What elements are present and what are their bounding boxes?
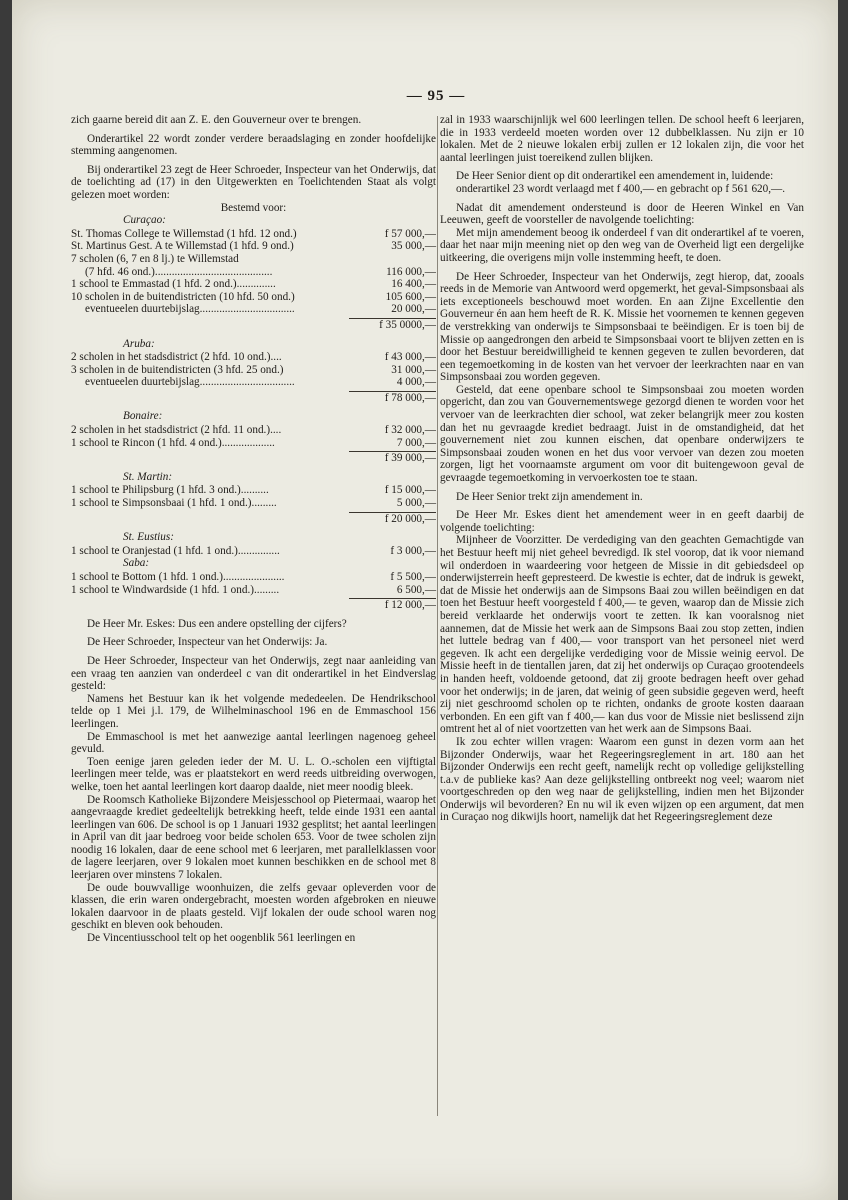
row-label: St. Martinus Gest. A te Willemstad (1 hfd. 9 ond.) (71, 240, 294, 253)
row-value: 16 400,— (391, 278, 436, 291)
table-caption: Bestemd voor: (220, 201, 287, 214)
paragraph: De Heer Mr. Eskes dient het amendement weer in en geeft daarbij de volgende toelichting: (440, 509, 804, 534)
table-row (71, 584, 436, 597)
section-heading: St. Eustius: (123, 531, 174, 544)
row-value: 7 000,— (396, 436, 436, 449)
row-value: 105 600,— (385, 290, 436, 303)
paragraph: De Roomsch Katholieke Bijzondere Meisjesschool op Pietermaai, waarop het aangevraagde krediet gedeeltelijk betrekking heeft, telde einde 1931 een aantal leerlingen van 606. De school is op 1 Januari 1932 gesplitst; het aantal leerlingen in April van dit jaar bedroeg voor beide scholen 653. Voor de twee scholen zijn noodig 16 lokalen, daar de eene school met 6 leerjaren, met parallelklassen voor de lagere leerjaren, over 9 lokalen moet kunnen beschikken en de school met 8 leerjaren over minstens 7 lokalen. (71, 793, 436, 882)
paragraph: Toen eenige jaren geleden ieder der M. U. L. O.-scholen een vijftigtal leerlingen meer telde, was er plaatstekort en werd reeds uitbreiding overwogen, welke, toen het aantal leerlingen kort daarop daalde, niet meer noodig bleek. (71, 755, 436, 793)
row-label: 2 scholen in het stadsdistrict (2 hfd. 10 ond.).... (71, 351, 282, 364)
table-row (71, 571, 436, 584)
table-row (71, 484, 436, 497)
section-total (71, 452, 436, 465)
paragraph: Gesteld, dat eene openbare school te Simpsonsbaai zou moeten worden opgericht, dan zou van Gouvernementswege gezorgd dienen te worden voor het vervoer van de leerkrachten dier school, wat zeker belangrijk meer zou kosten dan het nu gevraagde krediet bedraagt. Juist in de omstandigheid, dat het gouvernement niet zou kunnen eischen, dat openbare onderwijzers te Simpsonsbaai zouden wonen en het dus voor vervoer van dezen zou moeten zorgen, ligt het voornaamste argument om voor dit buitengewoon geval de gevraagde tegemoetkoming in vervoerkosten toe te staan. (440, 383, 804, 485)
table-row (71, 228, 436, 241)
row-label: 1 school te Rincon (1 hfd. 4 ond.)................... (71, 436, 275, 449)
paragraph: De Heer Mr. Eskes: Dus een andere opstelling der cijfers? (87, 617, 347, 630)
paragraph: Mijnheer de Voorzitter. De verdediging van den geachten Gemachtigde van het Bestuur heeft mij niet geheel bevredigd. Ik stel voorop, dat ik voor niemand wil onderdoen in waardeering voor hetgeen de Missie in dit gebiedsdeel op onderwijsterrein heeft gepresteerd. De kwestie is echter, dat de indruk is gewekt, dat de Missie het onderwijs aan de Simpsons Baai zou willen beëindigen en dat toen het Bestuur heeft voorgesteld f 400,— te geven, waarop dan de Missie zich bereid verklaarde het onderwijs voort te zetten. Ik kan vooralsnog niet aannemen, dat de Missie het werk aan de Simpsons Baai zou stop zetten, indien het luttele bedrag van f 400,— voor transport van het personeel niet werd gegeven. Ik acht een dergelijke verdediging voor de Missie weinig eervol. De Missie heeft in de tientallen jaren, dat zij het onderwijs op Curaçao grootendeels in handen heeft, voldoende getoond, dat zij groote bedragen heeft over gehad voor het onderwijs; in de jaren, dat weinig of geen subsidie gegeven werd, heeft zij niet geschroomd scholen op te richten, ondanks de groote kosten daaraan verbonden. En een gift van f 400,— kan dus voor de Missie niet beslissend zijn omtrent het al of niet voortzetten van het werk aan de Simpsons Baai. (440, 534, 804, 736)
row-value: 20 000,— (391, 303, 436, 316)
paragraph: Ik zou echter willen vragen: Waarom een gunst in dezen vorm aan het Bijzonder Onderwijs, waar het Regeeringsreglement in art. 180 aan het Bijzonder Onderwijs een recht geeft, namelijk recht op volledige gelijkstelling t.a.v de publieke kas? Aan deze gelijkstelling ontbreekt nog veel; waarom niet voortgeschreden op den weg naar de gelijkstelling, indien men het Bijzonder Onderwijs wil bevorderen? En nu wil ik even wijzen op een argument, dat men in Curaçao nog dikwijls hoort, namelijk dat het Regeeringsreglement deze (440, 735, 804, 824)
section-heading: Bonaire: (123, 410, 163, 423)
table-row (71, 497, 436, 510)
row-value: 35 000,— (391, 240, 436, 253)
paragraph: De Heer Senior dient op dit onderartikel een amendement in, luidende: (456, 170, 774, 183)
right-column (440, 114, 804, 824)
paragraph: De Vincentiusschool telt op het oogenblik 561 leerlingen en (87, 932, 356, 945)
row-value: f 57 000,— (384, 227, 436, 240)
paragraph: De Heer Schroeder, Inspecteur van het Onderwijs: Ja. (87, 636, 328, 649)
row-label: 1 school te Simpsonsbaai (1 hfd. 1 ond.)......... (71, 497, 277, 510)
row-label: 1 school te Oranjestad (1 hfd. 1 ond.)............... (71, 544, 280, 557)
section-total (71, 513, 436, 526)
table-row (71, 545, 436, 558)
table-row (71, 424, 436, 437)
paragraph: De Heer Senior trekt zijn amendement in. (456, 490, 643, 503)
total-value: f 20 000,— (384, 512, 436, 525)
table-row (71, 303, 436, 316)
paragraph: De Heer Schroeder, Inspecteur van het Onderwijs, zegt naar aanleiding van een vraag ten aanzien van onderdeel c van dit onderartikel in het Eindverslag gesteld: (71, 654, 436, 693)
row-value: f 5 500,— (390, 571, 436, 583)
page-number: — 95 — (406, 88, 466, 104)
row-value: 116 000,— (386, 265, 436, 278)
row-value: f 3 000,— (390, 544, 436, 557)
row-value: f 32 000,— (384, 424, 436, 437)
table-row (71, 253, 436, 266)
paragraph: De Heer Schroeder, Inspecteur van het Onderwijs, zegt hierop, dat, zooals reeds in de Memorie van Antwoord werd opgemerkt, het geval-Simpsonsbaai als iets exceptioneels beschouwd moet worden. En aan Zijne Excellentie den Gouverneur én aan hem heeft de R. K. Missie het voornemen te kennen gegeven de verstrekking van onderwijs te Simpsonsbaai te beëindigen. Er is toen bij de Missie op aangedrongen den arbeid te Simpsonsbaai voort te blijven zetten en is door het Bestuur bereidwilligheid te kennen gegeven te zullen bevorderen, dat een tegemoetkoming in de kosten van het vervoer der leerkrachten naar en van Simpsonsbaai zou worden gegeven. (440, 270, 804, 384)
section-total (71, 319, 436, 332)
row-label: 1 school te Bottom (1 hfd. 1 ond.)...................... (71, 571, 285, 583)
row-value: f 43 000,— (384, 351, 436, 364)
row-value: 5 000,— (396, 497, 436, 510)
table-row (71, 437, 436, 450)
table-row (71, 351, 436, 364)
table-row (71, 240, 436, 253)
section-heading: St. Martin: (123, 470, 173, 483)
document-page (12, 0, 838, 1200)
paragraph: zal in 1933 waarschijnlijk wel 600 leerlingen tellen. De school heeft 6 leerjaren, die in 1933 verdeeld moeten worden over 12 dubbelklassen. Nu zijn er 10 lokalen. Met de 2 nieuwe lokalen erbij zullen er 12 lokalen zijn, die voor het aantal leerlingen juist toereikend zullen blijken. (440, 114, 804, 164)
paragraph: De oude bouwvallige woonhuizen, die zelfs gevaar opleverden voor de klassen, die erin waren ondergebracht, moesten worden afgebroken en nieuwe lokalen daarvoor in de plaats gesteld. Vijf lokalen der oude school waren nog geschikt en bleven ook behouden. (71, 881, 436, 932)
paragraph: Nadat dit amendement ondersteund is door de Heeren Winkel en Van Leeuwen, geeft de voorsteller de navolgende toelichting: (440, 201, 804, 227)
column-divider (437, 116, 438, 1116)
row-label: 2 scholen in het stadsdistrict (2 hfd. 11 ond.).... (71, 424, 282, 437)
section-total (71, 392, 436, 405)
row-label: St. Thomas College te Willemstad (1 hfd. 12 ond.) (71, 227, 297, 240)
paragraph: Bij onderartikel 23 zegt de Heer Schroeder, Inspecteur van het Onderwijs, dat de toelichting ad (17) in den Uitgewerkten en Toelichtenden Staat als volgt gelezen moet worden: (71, 163, 436, 201)
total-value: f 12 000,— (384, 599, 436, 612)
row-label: 7 scholen (6, 7 en 8 lj.) te Willemstad (71, 252, 239, 265)
row-label: 1 school te Windwardside (1 hfd. 1 ond.)......... (71, 583, 280, 596)
row-label: eventueelen duurtebijslag.................................. (85, 376, 295, 389)
total-value: f 35 0000,— (379, 318, 436, 331)
row-value (360, 253, 436, 266)
row-value: f 15 000,— (384, 484, 436, 497)
row-label: eventueelen duurtebijslag.................................. (85, 303, 295, 316)
row-value: 6 500,— (396, 583, 436, 596)
table-row (71, 266, 436, 279)
section-heading: Saba: (123, 557, 150, 570)
row-label: 10 scholen in de buitendistricten (10 hfd. 50 ond.) (71, 290, 295, 303)
row-value: 4 000,— (396, 376, 436, 389)
paragraph: De Emmaschool is met het aanwezige aantal leerlingen nagenoeg geheel gevuld. (71, 730, 436, 756)
total-value: f 39 000,— (384, 452, 436, 465)
total-value: f 78 000,— (384, 391, 436, 404)
section-total (71, 599, 436, 612)
row-label: 1 school te Emmastad (1 hfd. 2 ond.).............. (71, 278, 276, 291)
section-heading: Curaçao: (123, 214, 166, 227)
row-label: 3 scholen in de buitendistricten (3 hfd. 25 ond.) (71, 363, 284, 376)
paragraph: zich gaarne bereid dit aan Z. E. den Gouverneur over te brengen. (71, 114, 362, 126)
section-heading: Aruba: (123, 337, 155, 350)
row-label: 1 school te Philipsburg (1 hfd. 3 ond.).......... (71, 484, 269, 497)
table-row (71, 376, 436, 389)
table-row (71, 364, 436, 377)
paragraph: Onderartikel 22 wordt zonder verdere beraadslaging en zonder hoofdelijke stemming aangenomen. (71, 132, 436, 158)
row-label: (7 hfd. 46 ond.).......................................... (85, 265, 273, 278)
paragraph: Met mijn amendement beoog ik onderdeel f van dit onderartikel af te voeren, daar het naar mijn meening niet op den weg van de Overheid ligt een dergelijke uitkeering, die overigens mijn volle instemming heeft, te doen. (440, 226, 804, 264)
left-column (71, 114, 436, 945)
paragraph: Namens het Bestuur kan ik het volgende mededeelen. De Hendrikschool telde op 1 Mei j.l. 179, de Wilhelminaschool 196 en de Emmaschool 156 leerlingen. (71, 692, 436, 730)
table-row (71, 278, 436, 291)
row-value: 31 000,— (391, 363, 436, 376)
budget-table (71, 214, 436, 612)
paragraph: onderartikel 23 wordt verlaagd met f 400,— en gebracht op f 561 620,—. (456, 182, 786, 195)
table-row (71, 291, 436, 304)
